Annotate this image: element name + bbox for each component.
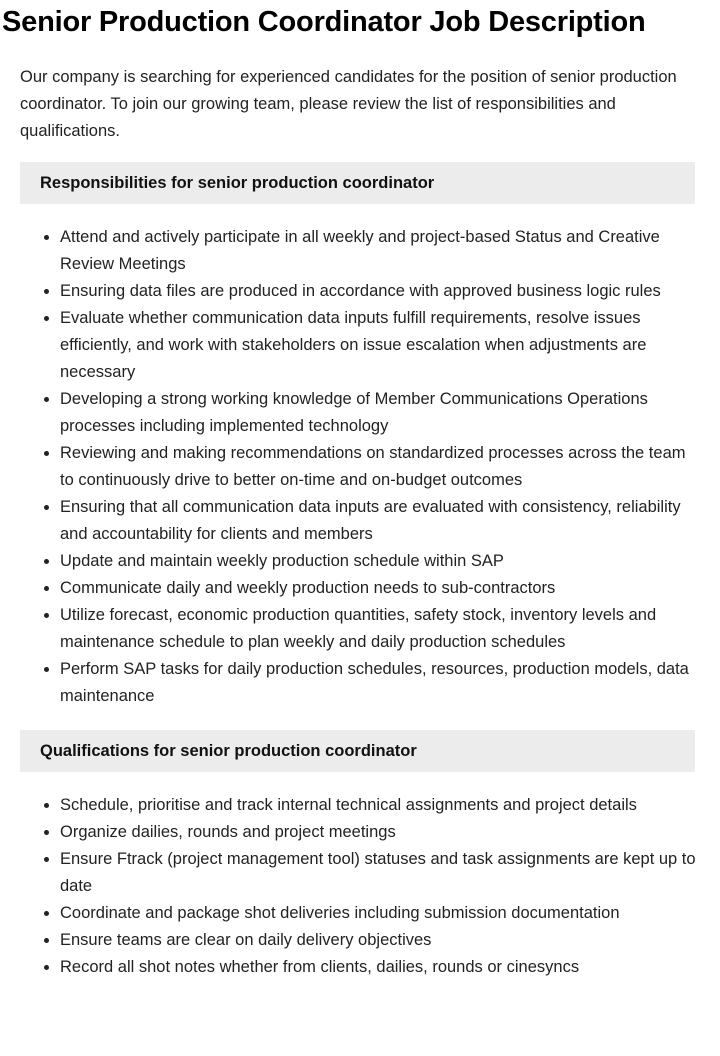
list-item: • Reviewing and making recommendations on standardized processes across the team to continuously drive to better on-time and on-budget outcomes: [60, 440, 700, 494]
page-title: Senior Production Coordinator Job Description: [2, 6, 646, 38]
list-item: • Ensuring that all communication data inputs are evaluated with consistency, reliability and accountability for clients and members: [60, 494, 700, 548]
intro-paragraph: Our company is searching for experienced candidates for the position of senior production coordinator. To join our growing team, please review the list of responsibilities and qualifications.: [20, 68, 677, 140]
list-item: • Organize dailies, rounds and project meetings: [60, 819, 700, 846]
list-item: • Schedule, prioritise and track internal technical assignments and project details: [60, 792, 700, 819]
list-item: • Record all shot notes whether from clients, dailies, rounds or cinesyncs: [60, 954, 700, 981]
list-item: • Update and maintain weekly production schedule within SAP: [60, 548, 700, 575]
list-item: • Ensure Ftrack (project management tool) statuses and task assignments are kept up to date: [60, 846, 700, 900]
list-item: • Utilize forecast, economic production quantities, safety stock, inventory levels and maintenance schedule to plan weekly and daily production schedules: [60, 602, 700, 656]
list-item: • Attend and actively participate in all weekly and project-based Status and Creative Review Meetings: [60, 224, 700, 278]
responsibilities-heading: Responsibilities for senior production coordinator: [20, 162, 695, 204]
list-item: • Perform SAP tasks for daily production schedules, resources, production models, data maintenance: [60, 656, 700, 710]
responsibilities-list: [20, 224, 700, 710]
list-item: • Evaluate whether communication data inputs fulfill requirements, resolve issues efficiently, and work with stakeholders on issue escalation when adjustments are necessary: [60, 305, 700, 386]
list-item: • Communicate daily and weekly production needs to sub-contractors: [60, 575, 700, 602]
list-item: • Developing a strong working knowledge of Member Communications Operations processes including implemented technology: [60, 386, 700, 440]
list-item: • Coordinate and package shot deliveries including submission documentation: [60, 900, 700, 927]
qualifications-list: [20, 792, 700, 981]
qualifications-heading: Qualifications for senior production coordinator: [20, 730, 695, 772]
list-item: • Ensuring data files are produced in accordance with approved business logic rules: [60, 278, 700, 305]
list-item: • Ensure teams are clear on daily delivery objectives: [60, 927, 700, 954]
